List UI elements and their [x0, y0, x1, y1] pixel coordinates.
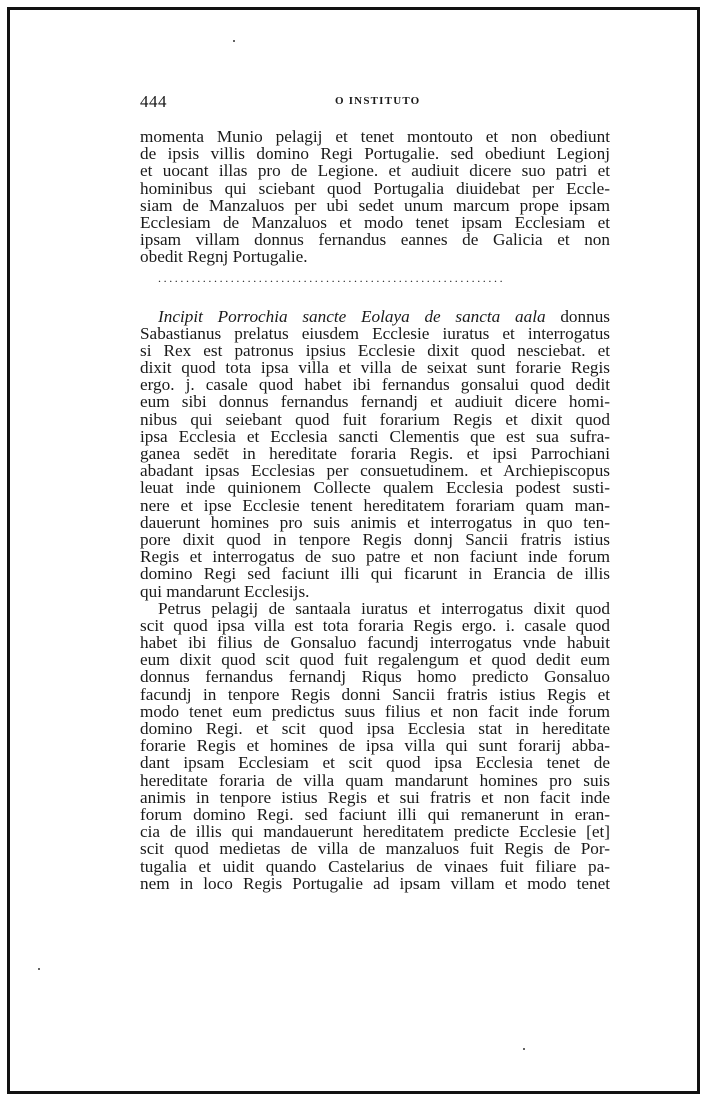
- text-line: hereditate foraria de villa quam mandarunt homines pro suis: [140, 770, 610, 790]
- text-line: qui mandarunt Ecclesijs.: [140, 581, 310, 601]
- text-line: ganea sedēt in hereditate foraria Regis. et ipsi Parrochiani: [140, 444, 610, 463]
- text-line: modo tenet eum predictus suus filius et non facit inde forum: [140, 701, 610, 721]
- text-line: facundj in tenpore Regis donni Sancii fratris istius Regis et: [140, 684, 610, 704]
- text-line: eum sibi donnus fernandus fernandj et audiuit dicere homi-: [140, 392, 610, 412]
- text-line: forum domino Regi. sed faciunt illi qui remanerunt in eran-: [140, 804, 610, 824]
- text-line: cia de illis qui mandauerunt hereditatem predicte Ecclesie [et]: [140, 822, 610, 842]
- scan-speck: [523, 1048, 525, 1050]
- text-line: ipsa Ecclesia et Ecclesia sancti Clementis que est sua sufra-: [140, 426, 610, 446]
- text-line: leuat inde quinionem Collecte qualem Ecclesia podest susti-: [140, 478, 610, 498]
- text-line: scit quod ipsa villa est tota foraria Regis ergo. i. casale quod: [140, 615, 610, 635]
- text-line: nibus qui seiebant quod fuit forarium Regis et dixit quod: [140, 409, 610, 429]
- text-line: Ecclesiam de Manzaluos et modo tenet ipsam Ecclesiam et: [140, 212, 610, 232]
- text-line: domino Regi sed faciunt illi qui ficarunt in Erancia de illis: [140, 564, 610, 584]
- text-line: hominibus qui sciebant quod Portugalia diuidebat per Eccle-: [140, 178, 610, 198]
- text-line: dixit quod tota ipsa villa et villa de seixat sunt forarie Regis: [140, 358, 610, 378]
- text-line: momenta Munio pelagij et tenet montouto et non obediunt: [140, 127, 610, 146]
- text-line: Petrus pelagij de santaala iuratus et interrogatus dixit quod: [158, 598, 610, 618]
- text-line: ergo. j. casale quod habet ibi fernandus gonsalui quod dedit: [140, 375, 610, 395]
- spacer: [140, 290, 610, 308]
- text-line: domino Regi. et scit quod ipsa Ecclesia stat in hereditate: [140, 719, 610, 738]
- text-line: eum dixit quod scit quod fuit regalengum et quod dedit eum: [140, 650, 610, 670]
- dotted-separator: ..............................................................: [158, 270, 506, 285]
- paragraph-2: [140, 308, 610, 600]
- text-line: abadant ipsas Ecclesias per consuetudinem. et Archiepiscopus: [140, 461, 610, 481]
- text-fragment: donnus: [545, 306, 610, 326]
- running-head: O INSTITUTO: [335, 95, 421, 107]
- page-body: [140, 128, 610, 892]
- scan-speck: [233, 40, 235, 42]
- text-line: ipsam villam donnus fernandus eannes de Galicia et non: [140, 230, 610, 250]
- text-line: de ipsis villis domino Regi Portugalie. sed obediunt Legionj: [140, 144, 610, 164]
- text-line: obedit Regnj Portugalie.: [140, 247, 308, 267]
- text-line: forarie Regis et homines de ipsa villa qui sunt forarij abba-: [140, 736, 610, 756]
- text-line: dauerunt homines pro suis animis et interrogatus in quo ten-: [140, 512, 610, 532]
- scan-speck: [38, 968, 40, 970]
- text-line: Regis et interrogatus de suo patre et non faciunt inde forum: [140, 547, 610, 567]
- text-line: nere et ipse Ecclesie tenent hereditatem forariam quam man-: [140, 495, 610, 515]
- page-header: [140, 92, 610, 112]
- page-number: 444: [140, 92, 167, 111]
- paragraph-3: [140, 600, 610, 892]
- text-line: et uocant illas pro de Legione. et audiuit dicere suo patri et: [140, 161, 610, 181]
- text-line: Sabastianus prelatus eiusdem Ecclesie iuratus et interrogatus: [140, 323, 610, 343]
- text-line: nem in loco Regis Portugalie ad ipsam villam et modo tenet: [140, 873, 610, 893]
- text-line: siam de Manzaluos per ubi sedet unum marcum prope ipsam: [140, 195, 610, 215]
- text-line: tugalia et uidit quando Castelarius de vinaes fuit filiare pa-: [140, 856, 610, 876]
- text-line: dant ipsam Ecclesiam et scit quod ipsa Ecclesia tenet de: [140, 753, 610, 773]
- text-line: pore dixit quod in tenpore Regis donnj Sancii fratris istius: [140, 529, 610, 549]
- text-line: habet ibi filius de Gonsaluo facundj interrogatus vnde habuit: [140, 633, 610, 653]
- paragraph-1: [140, 128, 610, 266]
- text-line: animis in tenpore istius Regis et sui fratris et non facit inde: [140, 787, 610, 807]
- text-line: si Rex est patronus ipsius Ecclesie dixit quod nesciebat. et: [140, 340, 610, 360]
- text-line: scit quod medietas de villa de manzaluos fuit Regis de Por-: [140, 839, 610, 859]
- text-line: donnus fernandus fernandj Riqus homo predicto Gonsaluo: [140, 667, 610, 687]
- section-title: Incipit Porrochia sancte Eolaya de sancta aala: [158, 306, 546, 326]
- paragraph-2-first-line: [140, 308, 610, 325]
